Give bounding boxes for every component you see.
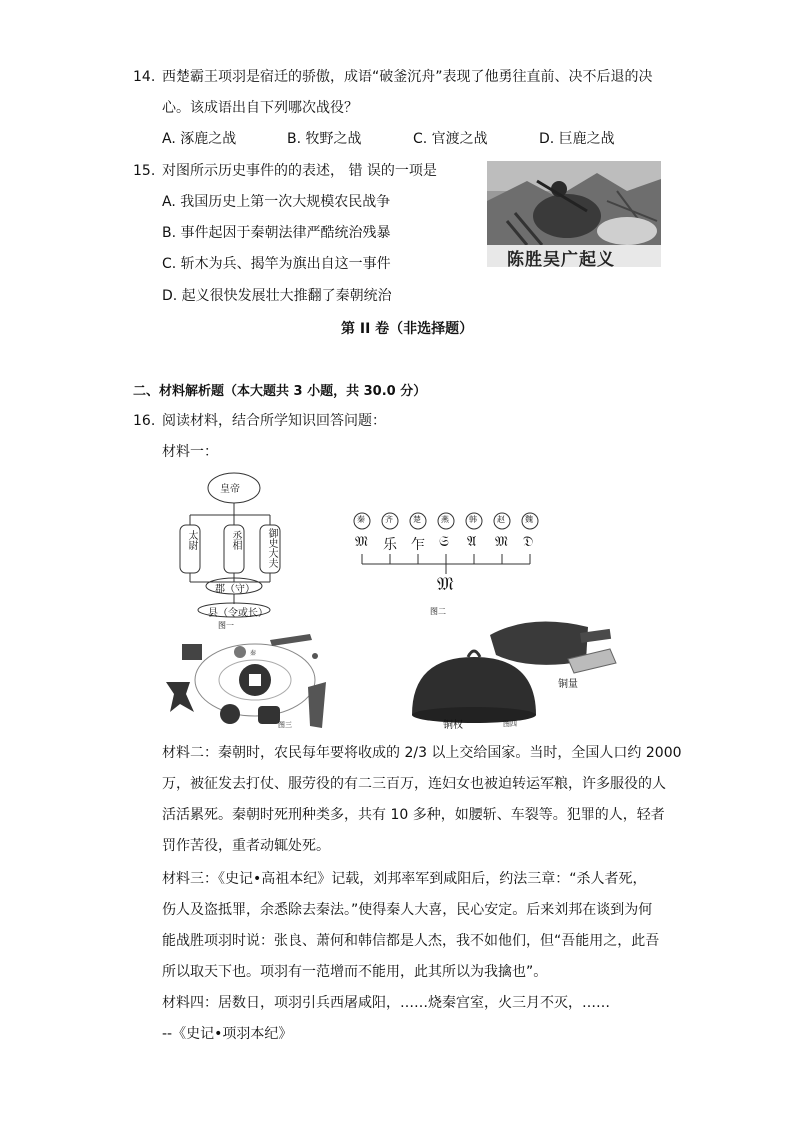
material4-source: --《史记•项羽本纪》	[162, 1026, 293, 1042]
fig1-jun: 郡（守）	[215, 584, 255, 595]
q14-option-d: D. 巨鹿之战	[539, 131, 615, 147]
material4-text: 材料四：居数日，项羽引兵西屠咸阳，……烧秦宫室，火三月不灭，……	[162, 995, 610, 1011]
q15-option-b: B. 事件起因于秦朝法律严酷统治残暴	[162, 225, 391, 241]
q16-number: 16.	[133, 413, 156, 429]
uprising-image	[487, 161, 661, 270]
section2-title: 二、材料解析题（本大题共 3 小题，共 30.0 分）	[133, 384, 427, 399]
fig2-script-chu: 乍	[411, 537, 425, 553]
fig3-center-label: 秦	[250, 650, 257, 657]
q14-option-a: A. 涿鹿之战	[162, 131, 237, 147]
fig1-caption: 图一	[218, 621, 234, 630]
q15-number: 15.	[133, 163, 156, 179]
fig2-caption: 图二	[430, 607, 446, 616]
q14-text-line1: 西楚霸王项羽是宿迁的骄傲，成语“破釜沉舟”表现了他勇往直前、决不后退的决	[162, 69, 653, 85]
fig2-script-yan: 𝔖	[439, 534, 449, 550]
material2-line1: 材料二：秦朝时，农民每年要将收成的 2/3 以上交给国家。当时，全国人口约 2000	[162, 745, 682, 761]
fig2-unified-script: 𝔐	[437, 574, 454, 595]
q14-text-line2: 心。该成语出自下列哪次战役？	[162, 100, 358, 116]
material2-line3: 活活累死。秦朝时死刑种类多，共有 10 多种，如腰斩、车裂等。犯罪的人，轻者	[162, 807, 665, 823]
fig4-caption: 图四	[503, 720, 517, 728]
part2-title: 第 II 卷（非选择题）	[341, 321, 474, 337]
uprising-caption: 陈胜吴广起义	[507, 250, 615, 270]
figure1-hierarchy	[172, 470, 302, 632]
fig2-state-chu: 楚	[413, 515, 421, 524]
material2-line4: 罚作苦役，重者动辄处死。	[162, 838, 330, 854]
q15-option-a: A. 我国历史上第一次大规模农民战争	[162, 194, 391, 210]
figure4-weights	[410, 615, 640, 735]
figure3-coins	[160, 632, 335, 732]
fig1-official-taiwei: 太尉	[186, 530, 197, 550]
material3-line3: 能战胜项羽时说：张良、萧何和韩信都是人杰，我不如他们，但“吾能用之，此吾	[162, 933, 660, 949]
material3-line2: 伤人及盗抵罪，余悉除去秦法。”使得秦人大喜，民心安定。后来刘邦在谈到为何	[162, 902, 653, 918]
q15-text: 对图所示历史事件的的表述， 错 误的一项是	[162, 163, 437, 179]
q15-option-c: C. 斩木为兵、揭竿为旗出自这一事件	[162, 256, 391, 272]
figure2-scripts	[352, 510, 552, 620]
material3-line1: 材料三：《史记•高祖本纪》记载，刘邦率军到咸阳后，约法三章：“杀人者死，	[162, 871, 647, 887]
fig1-official-chengxiang: 丞相	[230, 530, 241, 550]
q14-number: 14.	[133, 69, 156, 85]
material1-label: 材料一：	[162, 444, 218, 460]
fig2-state-wei: 魏	[525, 515, 533, 524]
fig1-xian: 县（令或长）	[208, 608, 268, 619]
q14-option-c: C. 官渡之战	[413, 131, 488, 147]
fig2-script-zhao: 𝔐	[495, 534, 508, 550]
q14-option-b: B. 牧野之战	[287, 131, 362, 147]
fig2-script-qin: 𝔐	[355, 534, 368, 550]
fig1-emperor: 皇帝	[220, 484, 240, 495]
fig4-label-quan: 铜权	[443, 720, 463, 731]
q16-prompt: 阅读材料，结合所学知识回答问题：	[162, 413, 386, 429]
fig2-script-wei: 𝔇	[523, 534, 534, 550]
fig2-script-qi: 乐	[383, 537, 397, 553]
q15-option-d: D. 起义很快发展壮大推翻了秦朝统治	[162, 288, 392, 304]
fig2-state-qin: 秦	[357, 515, 365, 524]
fig2-state-zhao: 赵	[497, 515, 505, 524]
fig1-official-yushi: 御史大夫	[266, 528, 277, 568]
fig4-label-liang: 铜量	[558, 679, 578, 690]
fig3-caption: 图三	[278, 721, 292, 729]
material2-line2: 万，被征发去打仗、服劳役的有二三百万，连妇女也被迫转运军粮，许多服役的人	[162, 776, 666, 792]
fig2-state-han: 韩	[469, 515, 477, 524]
material3-line4: 所以取天下也。项羽有一范增而不能用，此其所以为我擒也”。	[162, 964, 548, 980]
fig2-state-qi: 齐	[385, 515, 393, 524]
fig2-script-han: 𝔄	[467, 534, 477, 550]
fig2-state-yan: 燕	[441, 515, 449, 524]
